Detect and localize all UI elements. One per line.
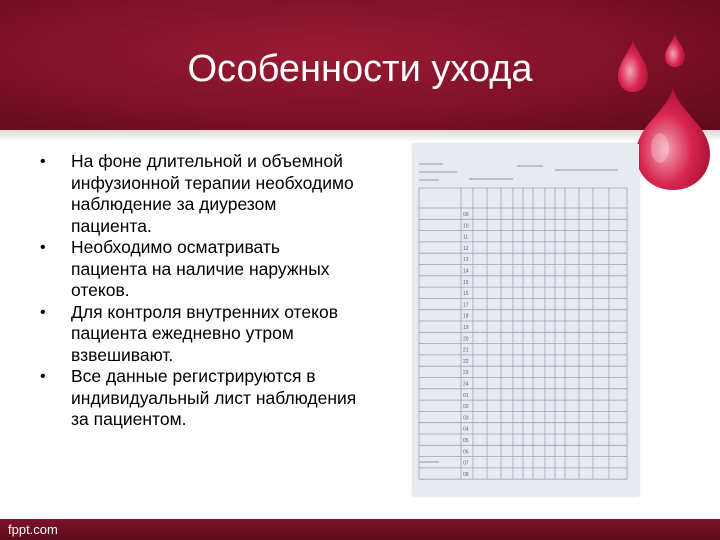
form-row-number: 18 bbox=[463, 313, 469, 320]
bullet-marker: • bbox=[40, 368, 46, 385]
form-row-number: 07 bbox=[463, 460, 469, 467]
form-row-number: 06 bbox=[463, 449, 469, 456]
bullet-list bbox=[40, 151, 360, 431]
bullet-marker: • bbox=[40, 239, 46, 256]
form-row-number: 11 bbox=[463, 234, 469, 241]
form-row-number: 15 bbox=[463, 279, 469, 286]
form-row-number: 17 bbox=[463, 302, 469, 309]
bullet-text: Для контроля внутренних отеков пациента ежедневно утром взвешивают. bbox=[71, 301, 338, 365]
bullet-marker: • bbox=[40, 153, 46, 170]
form-row-number: 19 bbox=[463, 325, 469, 331]
small-drop-shape bbox=[618, 40, 648, 92]
form-row-number: 04 bbox=[463, 426, 469, 433]
footer-bar bbox=[0, 519, 720, 540]
form-row-number: 24 bbox=[463, 381, 469, 388]
form-row-number: 21 bbox=[463, 347, 469, 354]
form-row-number: 12 bbox=[463, 245, 469, 252]
form-row-number: 20 bbox=[463, 336, 469, 343]
slide-title: Особенности ухода bbox=[187, 48, 533, 90]
observation-form-photo bbox=[413, 144, 639, 496]
bullet-text: Необходимо осматривать пациента на наличие наружных отеков. bbox=[71, 237, 330, 300]
bullet-item bbox=[40, 302, 360, 367]
large-drop-shape bbox=[636, 88, 710, 190]
form-row-number: 01 bbox=[463, 392, 469, 399]
form-row-number: 03 bbox=[463, 415, 469, 422]
form-row-number: 13 bbox=[463, 257, 469, 264]
bullet-item bbox=[40, 237, 360, 302]
form-row-number: 02 bbox=[463, 404, 469, 411]
form-row-number: 08 bbox=[463, 471, 469, 478]
footer-logo: fppt.com bbox=[8, 522, 58, 537]
observation-form-grid bbox=[413, 144, 639, 496]
bullet-item bbox=[40, 366, 360, 431]
form-row-number: 16 bbox=[463, 291, 469, 298]
bullet-text: Все данные регистрируются в индивидуальный лист наблюдения за пациентом. bbox=[71, 366, 357, 429]
bullet-marker: • bbox=[40, 303, 46, 321]
form-row-number: 10 bbox=[463, 223, 469, 230]
form-row-number: 05 bbox=[463, 438, 469, 444]
form-row-number: 22 bbox=[463, 358, 469, 365]
form-row-number: 23 bbox=[463, 370, 469, 377]
bullet-text: На фоне длительной и объемной инфузионной терапии необходимо наблюдение за диурезом пациента. bbox=[71, 151, 354, 236]
form-row-number: 14 bbox=[463, 268, 469, 275]
form-row-number: 09 bbox=[463, 212, 469, 218]
tiny-drop-shape bbox=[665, 34, 685, 67]
bullet-item bbox=[40, 151, 360, 237]
